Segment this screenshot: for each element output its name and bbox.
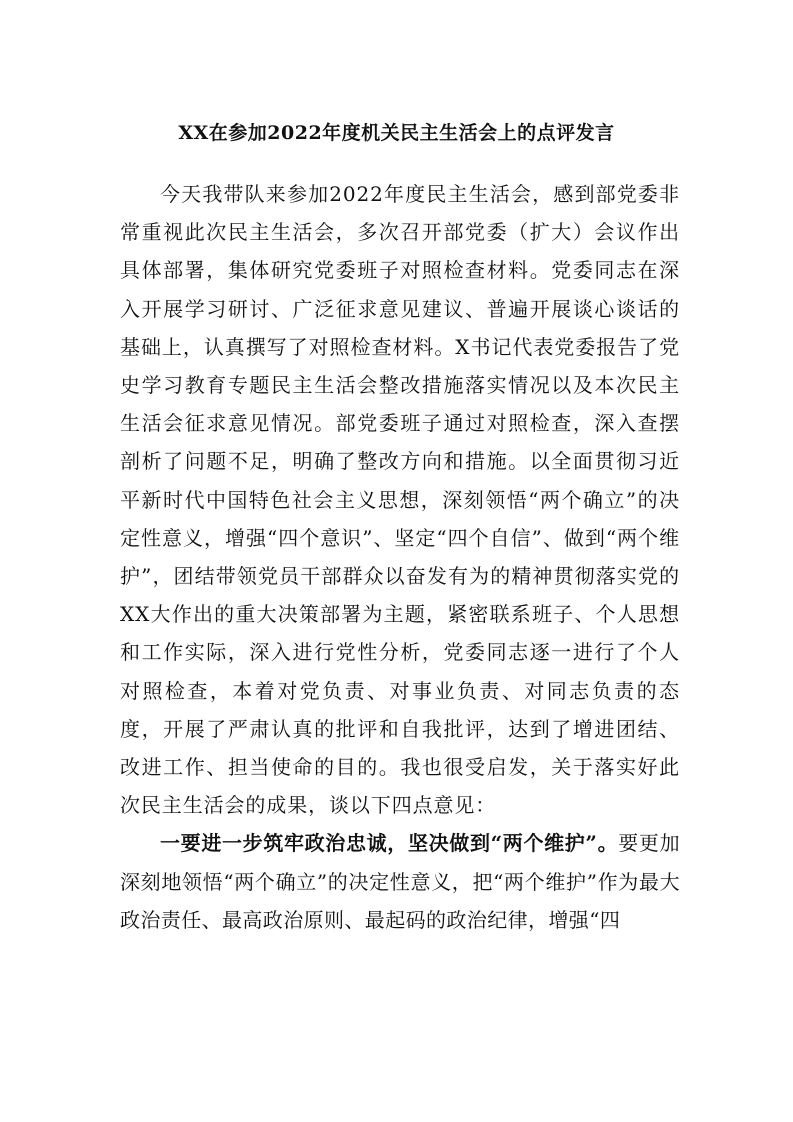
paragraph-point-one: [120, 824, 680, 939]
paragraph-point-one-lead: 一要进一步筑牢政治忠诚，坚决做到“两个维护”。: [160, 831, 619, 856]
document-body: [120, 175, 680, 939]
document-title: XX在参加2022年度机关民主生活会上的点评发言: [178, 122, 615, 144]
paragraph-point-one-body: 要更加深刻地领悟“两个确立”的决定性意义，把“两个维护”作为最大政治责任、最高政治原则、最起码的政治纪律，增强“四: [120, 831, 680, 932]
paragraph-opening: 今天我带队来参加2022年度民主生活会，感到部党委非常重视此次民主生活会，多次召开部党委（扩大）会议作出具体部署，集体研究党委班子对照检查材料。党委同志在深入开展学习研讨、广泛征求意见建议、普遍开展谈心谈话的基础上，认真撰写了对照检查材料。X书记代表党委报告了党史学习教育专题民主生活会整改措施落实情况以及本次民主生活会征求意见情况。部党委班子通过对照检查，深入查摆剖析了问题不足，明确了整改方向和措施。以全面贯彻习近平新时代中国特色社会主义思想，深刻领悟“两个确立”的决定性意义，增强“四个意识”、坚定“四个自信”、做到“两个维护”，团结带领党员干部群众以奋发有为的精神贯彻落实党的XX大作出的重大决策部署为主题，紧密联系班子、个人思想和工作实际，深入进行党性分析，党委同志逐一进行了个人对照检查，本着对党负责、对事业负责、对同志负责的态度，开展了严肃认真的批评和自我批评，达到了增进团结、改进工作、担当使命的目的。我也很受启发，关于落实好此次民主生活会的成果，谈以下四点意见：: [120, 182, 680, 818]
